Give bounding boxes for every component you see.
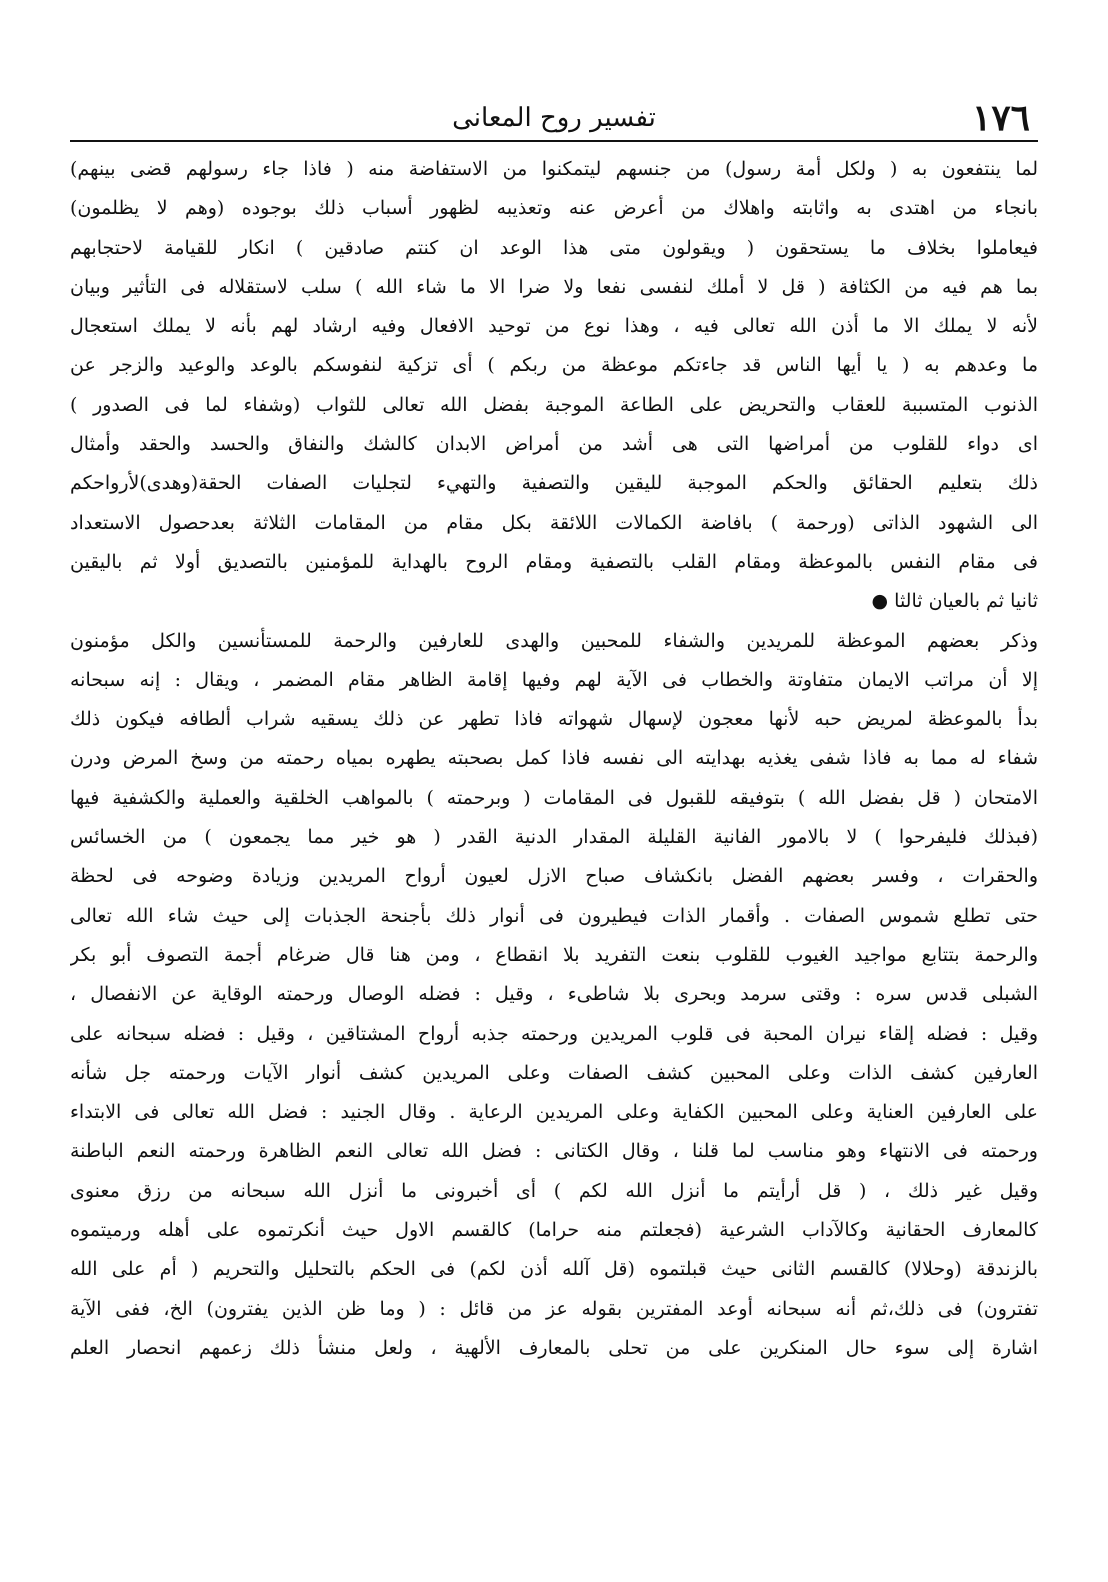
text-line: كالمعارف الحقانية وكالآداب الشرعية (فجعلتم منه حراما) كالقسم الاول حيث أنكرتموه على أهله ورميتموه <box>70 1219 1038 1242</box>
text-line: والرحمة بتتابع مواجيد الغيوب للقلوب بنعت التفريد بلا انقطاع ، ومن هنا قال ضرغام أجمة التصوف أبو بكر <box>70 943 1038 966</box>
text-line: الشبلى قدس سره : وقتى سرمد وبحرى بلا شاطىء ، وقيل : فضله الوصال ورحمته الوقاية عن الانفصال ، <box>70 983 1038 1006</box>
text-line: بما هم فيه من الكثافة ( قل لا أملك لنفسى نفعا ولا ضرا الا ما شاء الله ) سلب لاستقلاله فى التأثير وبيان <box>70 275 1038 298</box>
paragraph-end-line: ثانيا ثم بالعيان ثالثا ● <box>871 590 1038 613</box>
text-line: لأنه لا يملك الا ما أذن الله تعالى فيه ، وهذا نوع من توحيد الافعال وفيه ارشاد لهم بأنه لا يملك استعجال <box>70 315 1038 338</box>
text-line: ورحمته فى الانتهاء وهو مناسب لما قلنا ، وقال الكتانى : فضل الله تعالى النعم الظاهرة ورحمته النعم الباطنة <box>70 1140 1038 1163</box>
text-line: بدأ بالموعظة لمريض حبه لأنها معجون لإسهال شهواته فاذا تطهر عن ذلك يسقيه شراب ألطافه فيكون ذلك <box>70 708 1038 731</box>
text-line: بانجاء من اهتدى به واثابته واهلاك من أعرض عنه وتعذيبه لظهور أسباب ذلك بوجوده (وهم لا يظلمون) <box>70 197 1038 220</box>
text-line: حتى تطلع شموس الصفات . وأقمار الذات فيطيرون فى أنوار ذلك بأجنحة الجذبات إلى حيث شاء الله تعالى <box>70 904 1038 927</box>
page-number: ١٧٦ <box>971 97 1030 139</box>
text-line: والحقرات ، وفسر بعضهم الفضل بانكشاف صباح الازل لعيون أرواح المريدين وزيادة وضوحه فى لحظة <box>70 865 1038 888</box>
text-line: الى الشهود الذاتى (ورحمة ) بافاضة الكمالات اللائقة بكل مقام من المقامات الثلاثة بعدحصول الاستعداد <box>70 511 1038 534</box>
text-line: فيعاملوا بخلاف ما يستحقون ( ويقولون متى هذا الوعد ان كنتم صادقين ) انكار للقيامة لاحتجابهم <box>70 236 1038 259</box>
text-line: الامتحان ( قل بفضل الله ) بتوفيقه للقبول فى المقامات ( وبرحمته ) بالمواهب الخلقية والعملية والكشفية فيها <box>70 786 1038 809</box>
text-line: تفترون) فى ذلك،ثم أنه سبحانه أوعد المفترين بقوله عز من قائل : ( وما ظن الذين يفترون) الخ، ففى الآية <box>70 1297 1038 1320</box>
text-line: اى دواء للقلوب من أمراضها التى هى أشد من أمراض الابدان كالشك والنفاق والحسد والحقد وأمثال <box>70 433 1038 456</box>
text-line: إلا أن مراتب الايمان متفاوتة والخطاب فى الآية لهم وفيها إقامة الظاهر مقام المضمر ، ويقال : إنه سبحانه <box>70 668 1038 691</box>
text-line: على العارفين العناية وعلى المحبين الكفاية وعلى المريدين الرعاية . وقال الجنيد : فضل الله تعالى فى الابتداء <box>70 1101 1038 1124</box>
text-body <box>70 150 1038 1368</box>
text-line: ذلك بتعليم الحقائق والحكم الموجبة لليقين والتصفية والتهيء لتجليات الصفات الحقة(وهدى)لأرواحكم <box>70 472 1038 495</box>
text-line: وقيل غير ذلك ، ( قل أرأيتم ما أنزل الله لكم ) أى أخبرونى ما أنزل الله سبحانه من رزق معنوى <box>70 1179 1038 1202</box>
page-header <box>70 96 1038 142</box>
text-line: وقيل : فضله إلقاء نيران المحبة فى قلوب المريدين ورحمته جذبه أرواح المشتاقين ، وقيل : فضله سبحانه على <box>70 1022 1038 1045</box>
text-line: الذنوب المتسببة للعقاب والتحريض على الطاعة الموجبة بفضل الله تعالى للثواب (وشفاء لما فى الصدور ) <box>70 393 1038 416</box>
text-line: شفاء له مما به فاذا شفى يغذيه بهدايته الى نفسه فاذا كمل بصحبته يطهره بمياه رحمته من وسخ المرض ودرن <box>70 747 1038 770</box>
text-line: بالزندقة (وحلالا) كالقسم الثانى حيث قبلتموه (قل آلله أذن لكم) فى الحكم بالتحليل والتحريم ( أم على الله <box>70 1258 1038 1281</box>
text-line: وذكر بعضهم الموعظة للمريدين والشفاء للمحبين والهدى للعارفين والرحمة للمستأنسين والكل مؤمنون <box>70 629 1038 652</box>
text-line: اشارة إلى سوء حال المنكرين على من تحلى بالمعارف الألهية ، ولعل منشأ ذلك زعمهم انحصار العلم <box>70 1336 1038 1359</box>
text-line: ما وعدهم به ( يا أيها الناس قد جاءتكم موعظة من ربكم ) أى تزكية لنفوسكم بالوعد والوعيد والزجر عن <box>70 354 1038 377</box>
text-line: فى مقام النفس بالموعظة ومقام القلب بالتصفية ومقام الروح بالهداية للمؤمنين بالتصديق أولا ثم باليقين <box>70 550 1038 573</box>
text-line: (فبذلك فليفرحوا ) لا بالامور الفانية القليلة المقدار الدنية القدر ( هو خير مما يجمعون ) من الخسائس <box>70 826 1038 849</box>
running-title: تفسير روح المعانى <box>452 103 656 133</box>
text-line: لما ينتفعون به ( ولكل أمة رسول) من جنسهم ليتمكنوا من الاستفاضة منه ( فاذا جاء رسولهم قضى بينهم) <box>70 158 1038 180</box>
text-line: العارفين كشف الذات وعلى المحبين كشف الصفات وعلى المريدين كشف أنوار الآيات ورحمته جل شأنه <box>70 1061 1038 1084</box>
